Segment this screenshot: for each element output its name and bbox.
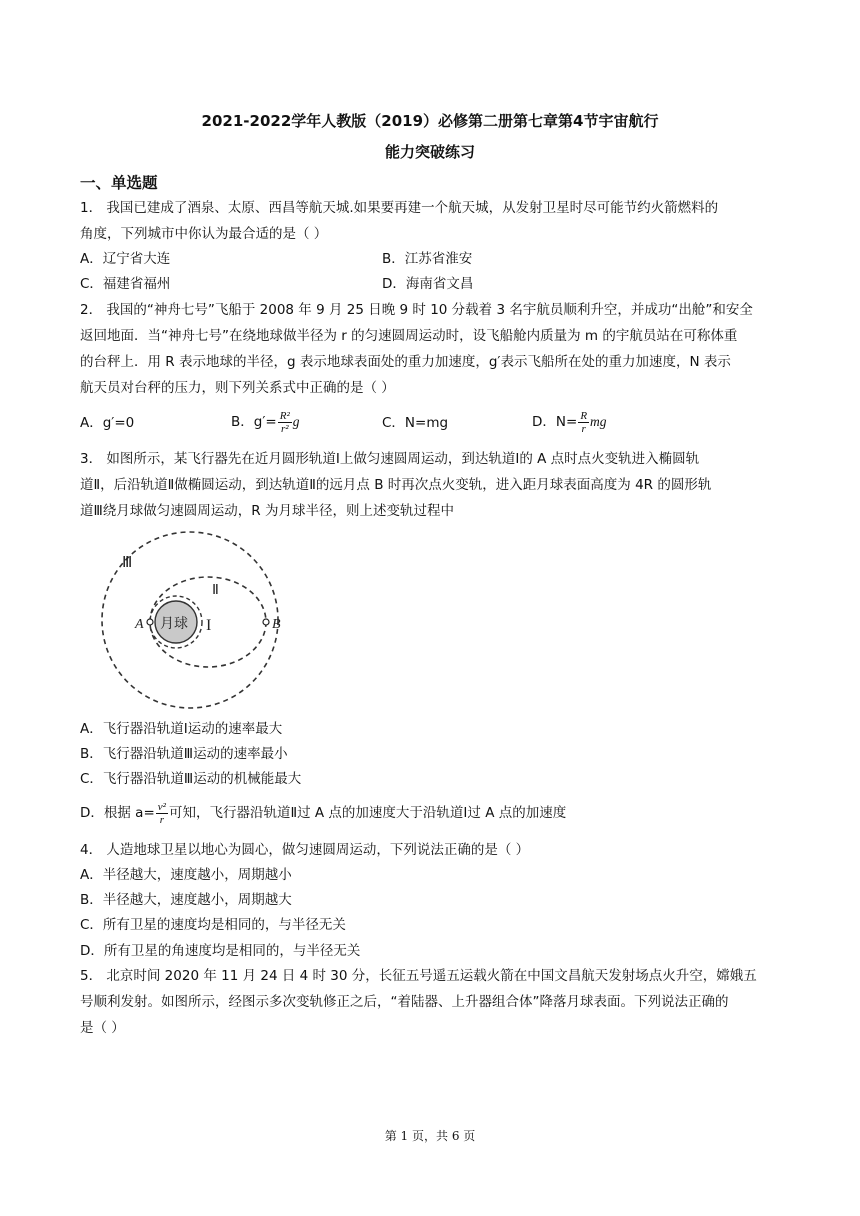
q3-option-d-fraction: [156, 801, 168, 826]
q5-stem-line3: 是（ ）: [80, 1020, 125, 1036]
q3-option-b: B．飞行器沿轨道Ⅲ运动的速率最小: [80, 746, 288, 762]
q2-option-d-prefix: D．N=: [532, 414, 578, 430]
q2-option-b-denominator: r²: [280, 422, 289, 435]
orbit-diagram: [84, 530, 296, 710]
q3-option-d: [80, 795, 566, 831]
label-point-b: B: [272, 617, 281, 632]
q2-option-b-suffix: g: [292, 414, 300, 429]
q1-option-c: C．福建省福州: [80, 276, 171, 292]
q3-stem-line3: 道Ⅲ绕月球做匀速圆周运动，R 为月球半径，则上述变轨过程中: [80, 503, 454, 519]
q2-option-d-denominator: r: [581, 422, 586, 435]
point-a: [147, 619, 153, 625]
page-footer: 第 1 页，共 6 页: [384, 1129, 476, 1143]
label-orbit-1: I: [206, 617, 212, 634]
q5-stem-line1: 5． 北京时间 2020 年 11 月 24 日 4 时 30 分，长征五号遥五运载火箭在中国文昌航天发射场点火升空，嫦娥五: [80, 968, 757, 984]
q2-option-b: [231, 404, 300, 440]
section-heading: 一、单选题: [80, 174, 158, 192]
q2-option-b-fraction: [278, 410, 292, 435]
q3-option-d-denominator: r: [159, 813, 165, 826]
q4-option-c: C．所有卫星的速度均是相同的，与半径无关: [80, 917, 346, 933]
q2-stem-line2: 返回地面．当“神舟七号”在绕地球做半径为 r 的匀速圆周运动时，设飞船舱内质量为 m 的宇航员站在可称体重: [80, 328, 738, 344]
q4-stem: 4． 人造地球卫星以地心为圆心，做匀速圆周运动，下列说法正确的是（ ）: [80, 842, 530, 858]
q3-option-a: A．飞行器沿轨道Ⅰ运动的速率最大: [80, 721, 283, 737]
document-title: 2021-2022学年人教版（2019）必修第二册第七章第4节宇宙航行: [201, 112, 659, 130]
q2-stem-line3: 的台秤上．用 R 表示地球的半径，g 表示地球表面处的重力加速度，g′表示飞船所在处的重力加速度，N 表示: [80, 354, 731, 370]
label-moon: 月球: [160, 616, 188, 632]
q1-stem-line2: 角度，下列城市中你认为最合适的是（ ）: [80, 226, 328, 242]
label-orbit-3: Ⅲ: [122, 555, 133, 571]
q3-option-d-prefix: D．根据 a=: [80, 805, 155, 821]
q2-option-a: A．g′=0: [80, 415, 135, 431]
q2-option-d-fraction: [578, 410, 589, 435]
point-b: [263, 619, 269, 625]
q2-option-d-numerator: R: [580, 409, 588, 422]
q3-option-c: C．飞行器沿轨道Ⅲ运动的机械能最大: [80, 771, 302, 787]
q2-option-b-numerator: R²: [279, 409, 290, 422]
q4-option-d: D．所有卫星的角速度均是相同的，与半径无关: [80, 943, 361, 959]
q4-option-a: A．半径越大，速度越小，周期越小: [80, 867, 292, 883]
q1-option-d: D．海南省文昌: [382, 276, 474, 292]
q3-option-d-suffix: 可知，飞行器沿轨道Ⅱ过 A 点的加速度大于沿轨道Ⅰ过 A 点的加速度: [168, 805, 567, 821]
q2-stem-line1: 2． 我国的“神舟七号”飞船于 2008 年 9 月 25 日晚 9 时 10 分载着 3 名宇航员顺利升空，并成功“出舱”和安全: [80, 302, 753, 318]
q2-option-d-suffix: mg: [590, 414, 607, 429]
q2-stem-line4: 航天员对台秤的压力，则下列关系式中正确的是（ ）: [80, 380, 395, 396]
q3-stem-line2: 道Ⅱ，后沿轨道Ⅱ做椭圆运动，到达轨道Ⅱ的远月点 B 时再次点火变轨，进入距月球表面高度为 4R 的圆形轨: [80, 477, 712, 493]
document-subtitle: 能力突破练习: [384, 143, 475, 161]
q1-option-b: B．江苏省淮安: [382, 251, 473, 267]
q4-option-b: B．半径越大，速度越小，周期越大: [80, 892, 292, 908]
label-orbit-2: Ⅱ: [212, 583, 219, 598]
label-point-a: A: [135, 617, 144, 632]
q2-option-b-prefix: B．g′=: [231, 414, 277, 430]
q2-option-c: C．N=mg: [382, 415, 449, 431]
q3-stem-line1: 3． 如图所示，某飞行器先在近月圆形轨道Ⅰ上做匀速圆周运动，到达轨道Ⅰ的 A 点时点火变轨进入椭圆轨: [80, 451, 700, 467]
q2-option-d: [532, 404, 607, 440]
q1-option-a: A．辽宁省大连: [80, 251, 171, 267]
q5-stem-line2: 号顺利发射。如图所示，经图示多次变轨修正之后，“着陆器、上升器组合体”降落月球表面。下列说法正确的: [80, 994, 729, 1010]
q1-stem-line1: 1． 我国已建成了酒泉、太原、西昌等航天城.如果要再建一个航天城，从发射卫星时尽可能节约火箭燃料的: [80, 200, 719, 216]
q3-option-d-numerator: v²: [157, 800, 166, 813]
